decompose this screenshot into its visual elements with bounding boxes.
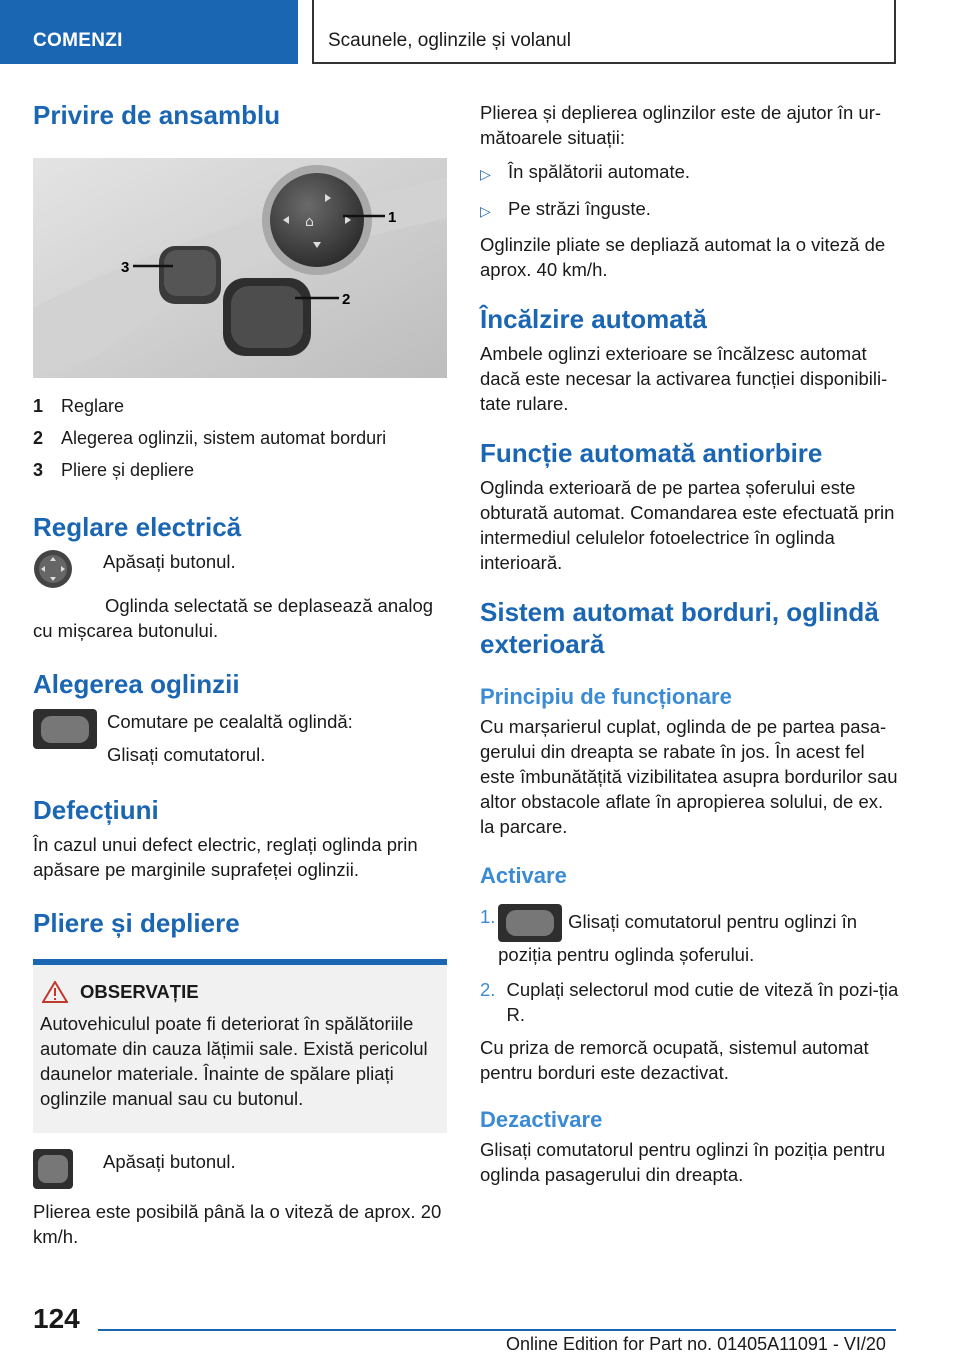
section-title: Scaunele, oglinzile și volanul bbox=[312, 0, 896, 64]
triangle-bullet-icon: ▷ bbox=[480, 203, 491, 219]
principle-heading: Principiu de funcționare bbox=[480, 683, 732, 709]
left-column bbox=[33, 100, 447, 1249]
joystick-button-icon bbox=[33, 549, 73, 589]
warning-title: OBSERVAȚIE bbox=[80, 980, 199, 1002]
legend-item: 1 Reglare bbox=[33, 396, 125, 417]
warning-triangle-icon bbox=[42, 981, 68, 1003]
fold-heading: Pliere și depliere bbox=[33, 907, 240, 938]
defects-heading: Defecțiuni bbox=[33, 794, 159, 825]
warning-box bbox=[33, 959, 447, 1133]
auto-unfold-text: Oglinzile pliate se depliază automat la o viteză de aprox. 40 km/h. bbox=[480, 234, 886, 280]
right-column bbox=[480, 100, 900, 1187]
electric-desc: Oglinda selectată se deplasează analog cu mișcarea butonului. bbox=[33, 595, 434, 642]
callout-2: 2 bbox=[342, 291, 351, 309]
fold-intro: Plierea și deplierea oglinzilor este de ajutor în ur-mătoarele situații: bbox=[480, 102, 882, 148]
select-action: Glisați comutatorul. bbox=[107, 743, 266, 765]
step-item: 1. Glisați comutatorul pentru oglinzi în poziția pentru oglinda șoferului. bbox=[480, 905, 858, 965]
page-number: 124 bbox=[33, 1303, 80, 1334]
mirror-selector-icon bbox=[33, 709, 97, 749]
edition-footer: Online Edition for Part no. 01405A11091 - VI/20 bbox=[506, 1334, 886, 1354]
figure-legend bbox=[33, 390, 447, 486]
principle-text: Cu marșarierul cuplat, oglinda de pe partea pasa-gerului din dreapta se rabate în jos. În acest fel este îmbunătățită vizibilitatea asupra bordurilor sau altor obstacole aflate în apropierea solului, de ex. la parcare. bbox=[480, 716, 898, 838]
curb-heading: Sistem automat borduri, oglindă exterioară bbox=[480, 597, 879, 659]
legend-item: 2 Alegerea oglinzii, sistem automat borduri bbox=[33, 428, 387, 449]
bullet-item: ▷ Pe străzi înguste. bbox=[480, 196, 900, 224]
trailer-text: Cu priza de remorcă ocupată, sistemul automat pentru borduri este dezactivat. bbox=[480, 1036, 869, 1083]
callout-3: 3 bbox=[121, 259, 130, 277]
mirror-selector-icon bbox=[498, 904, 562, 942]
electric-heading: Reglare electrică bbox=[33, 512, 242, 543]
fold-instruction: Apăsați butonul. bbox=[103, 1150, 236, 1172]
activate-heading: Activare bbox=[480, 863, 567, 889]
triangle-bullet-icon: ▷ bbox=[480, 166, 491, 182]
deactivate-text: Glisați comutatorul pentru oglinzi în poziția pentru oglinda pasagerului din dreapta. bbox=[480, 1138, 886, 1185]
select-heading: Alegerea oglinzii bbox=[33, 669, 240, 700]
electric-instruction: Apăsați butonul. bbox=[103, 551, 236, 573]
mirror-controls-figure bbox=[33, 158, 447, 378]
heating-text: Ambele oglinzi exterioare se încălzesc automat dacă este necesar la activarea funcției disponibili-tate rulare. bbox=[480, 343, 888, 415]
heating-heading: Încălzire automată bbox=[480, 304, 707, 334]
svg-text:⌂: ⌂ bbox=[305, 214, 314, 231]
defects-text: În cazul unui defect electric, reglați oglinda prin apăsare pe marginile suprafeței oglinzii. bbox=[33, 833, 418, 880]
footer-rule bbox=[98, 1329, 896, 1331]
antiglare-heading: Funcție automată antiorbire bbox=[480, 438, 823, 469]
antiglare-text: Oglinda exterioară de pe partea șoferului este obturată automat. Comandarea este efectuată prin intermediul celulelor fotoelectrice în oglinda interioară. bbox=[480, 477, 895, 574]
overview-heading: Privire de ansamblu bbox=[33, 100, 281, 130]
warning-text: Autovehiculul poate fi deteriorat în spălătoriile automate din cauza lățimii sale. Există pericolul daunelor materiale. Înainte de spălare pliați oglinzile manual sau cu butonul. bbox=[40, 1012, 428, 1109]
deactivate-heading: Dezactivare bbox=[480, 1106, 603, 1132]
callout-1: 1 bbox=[388, 209, 397, 227]
bullet-item: ▷ În spălătorii automate. bbox=[480, 159, 900, 187]
fold-speed: Plierea este posibilă până la o viteză de aprox. 20 km/h. bbox=[33, 1200, 442, 1247]
select-instruction: Comutare pe cealaltă oglindă: bbox=[107, 710, 353, 732]
fold-button-icon bbox=[33, 1149, 73, 1189]
step-item: 2. Cuplați selectorul mod cutie de viteză în pozi-ția R. bbox=[480, 978, 899, 1025]
legend-item: 3 Pliere și depliere bbox=[33, 460, 195, 481]
chapter-tab[interactable]: COMENZI bbox=[0, 0, 298, 64]
